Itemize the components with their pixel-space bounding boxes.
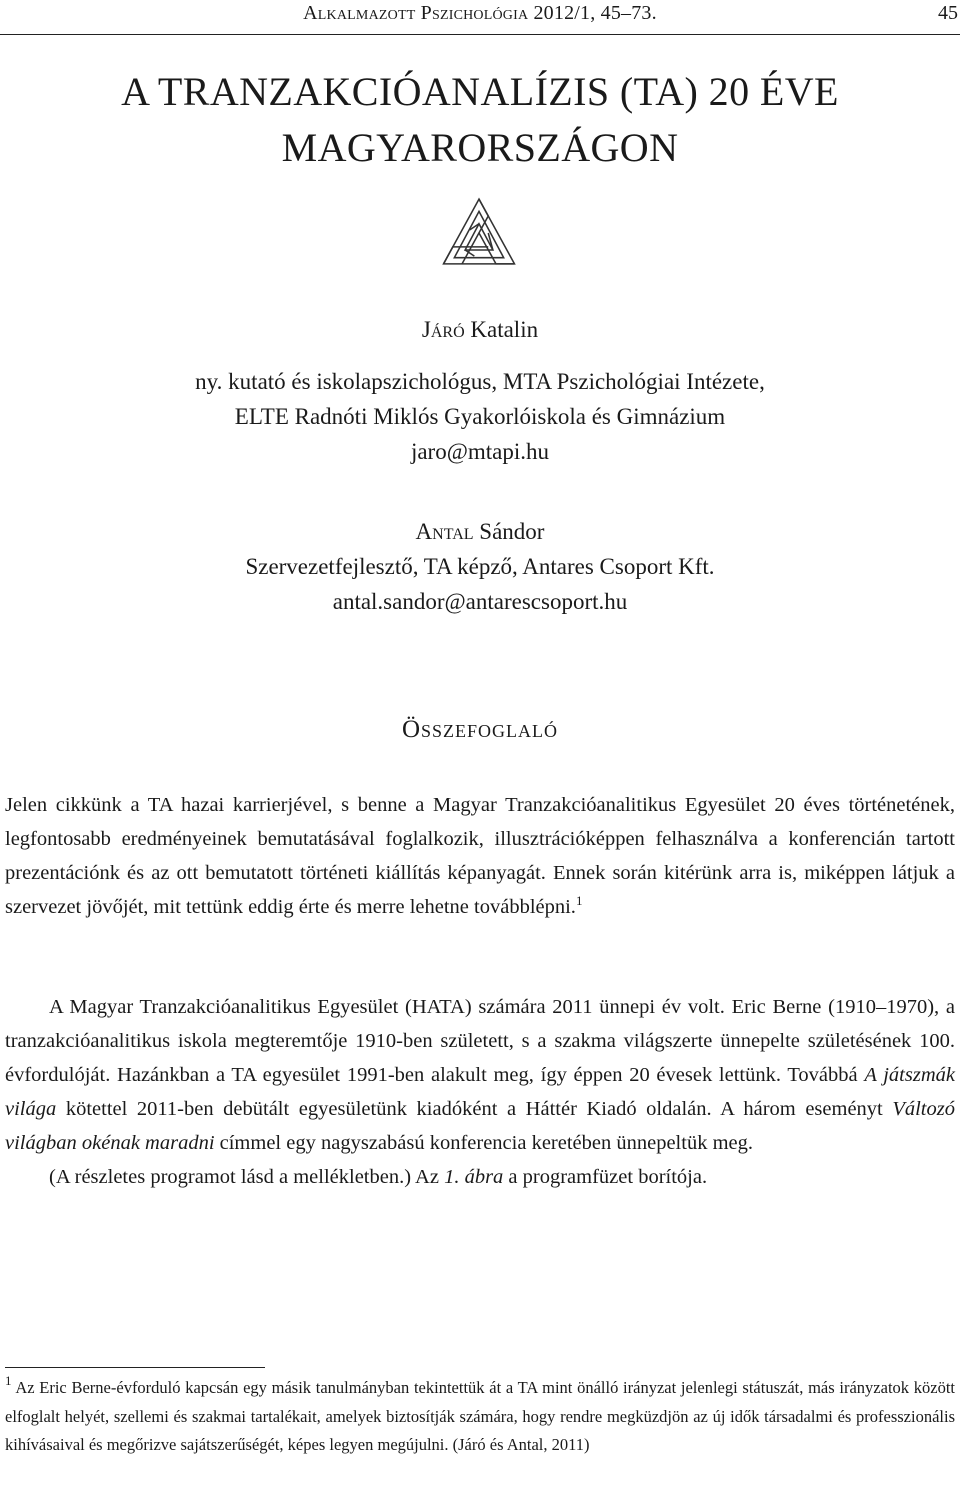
author-email: antal.sandor@antarescsoport.hu — [332, 589, 628, 614]
impossible-triangle-logo-icon — [440, 196, 518, 270]
author-affiliation: ELTE Radnóti Miklós Gyakorlóiskola és Gimnázium — [234, 404, 726, 429]
page-number: 45 — [938, 2, 958, 24]
author-name — [40, 312, 920, 347]
footnote-paragraph — [5, 1374, 955, 1460]
author-name — [40, 514, 920, 549]
body-text-run: A Magyar Tranzakcióanalitikus Egyesület (HATA) számára 2011 ünnepi év volt. Eric Berne (1910–1970), a tranzakcióanalitikus iskola megteremtője 1910-ben született, s a szakma világszerte ünnepelte születésének 100. évfordulóját. Hazánkban a TA egyesület 1991-ben alakult meg, így éppen 20 évesek lettünk. Továbbá — [5, 996, 955, 1086]
body-paragraph-2 — [5, 1160, 955, 1194]
abstract-paragraph — [5, 788, 955, 924]
figure-reference: 1. ábra — [444, 1166, 504, 1188]
body-text-run: címmel egy nagyszabású konferencia keretében ünnepeltük meg. — [214, 1132, 753, 1154]
author-block-antal — [40, 514, 920, 619]
body-text — [5, 990, 955, 1194]
article-title-line-1: A TRANZAKCIÓANALÍZIS (TA) 20 ÉVE — [121, 69, 839, 114]
footnote-reference: 1 — [575, 893, 583, 908]
author-surname: Járó — [421, 317, 465, 342]
author-affiliation: Szervezetfejlesztő, TA képző, Antares Csoport Kft. — [245, 554, 715, 579]
abstract — [5, 788, 955, 924]
author-block-jaro — [40, 312, 920, 469]
article-title-line-2: MAGYARORSZÁGON — [281, 125, 679, 170]
abstract-heading: Összefoglaló — [401, 716, 559, 743]
body-paragraph-1 — [5, 990, 955, 1160]
footnote — [5, 1374, 955, 1460]
body-text-run: a programfüzet borítója. — [503, 1166, 708, 1188]
footnote-text: Az Eric Berne-évforduló kapcsán egy másik tanulmányban tekintettük át a TA mint önálló irányzat jelenlegi státuszát, más irányzatok között elfoglalt helyét, szellemi és szakmai tartalékait, amelyek biztosítják számára, hogy rendre megküzdjön az új idők társadalmi és professzionális kihívásaival és megőrizve sajátszerűségét, képes legyen megújulni. (Járó és Antal, 2011) — [5, 1378, 955, 1454]
journal-citation: Alkalmazott Pszichológia 2012/1, 45–73. — [303, 2, 657, 24]
running-head — [0, 0, 960, 35]
footnote-divider — [5, 1367, 265, 1368]
conference-title: Változó világban okénak maradni — [5, 1098, 955, 1154]
author-given-name: Katalin — [470, 317, 539, 342]
author-surname: Antal — [415, 519, 474, 544]
book-title: A játszmák világa — [5, 1064, 955, 1120]
author-affiliation: ny. kutató és iskolapszichológus, MTA Pszichológiai Intézete, — [195, 369, 765, 394]
footnote-number: 1 — [5, 1373, 12, 1388]
body-text-run: kötettel 2011-ben debütált egyesületünk kiadóként a Háttér Kiadó oldalán. A három eseményt — [56, 1098, 893, 1120]
author-email: jaro@mtapi.hu — [410, 439, 550, 464]
author-given-name: Sándor — [479, 519, 545, 544]
abstract-text: Jelen cikkünk a TA hazai karrierjével, s benne a Magyar Tranzakcióanalitikus Egyesület 20 éves történetének, legfontosabb eredményeinek bemutatásával foglalkozik, illusztrációképpen felhasználva a konferencián tartott prezentációnk és az ott bemutatott történeti kiállítás képanyagát. Ennek során kitérünk arra is, miképpen látjuk a szervezet jövőjét, mit tettünk eddig érte és merre lehetne továbblépni. — [5, 794, 955, 918]
article-title — [40, 64, 920, 176]
body-text-run: (A részletes programot lásd a mellékletben.) Az — [49, 1166, 445, 1188]
